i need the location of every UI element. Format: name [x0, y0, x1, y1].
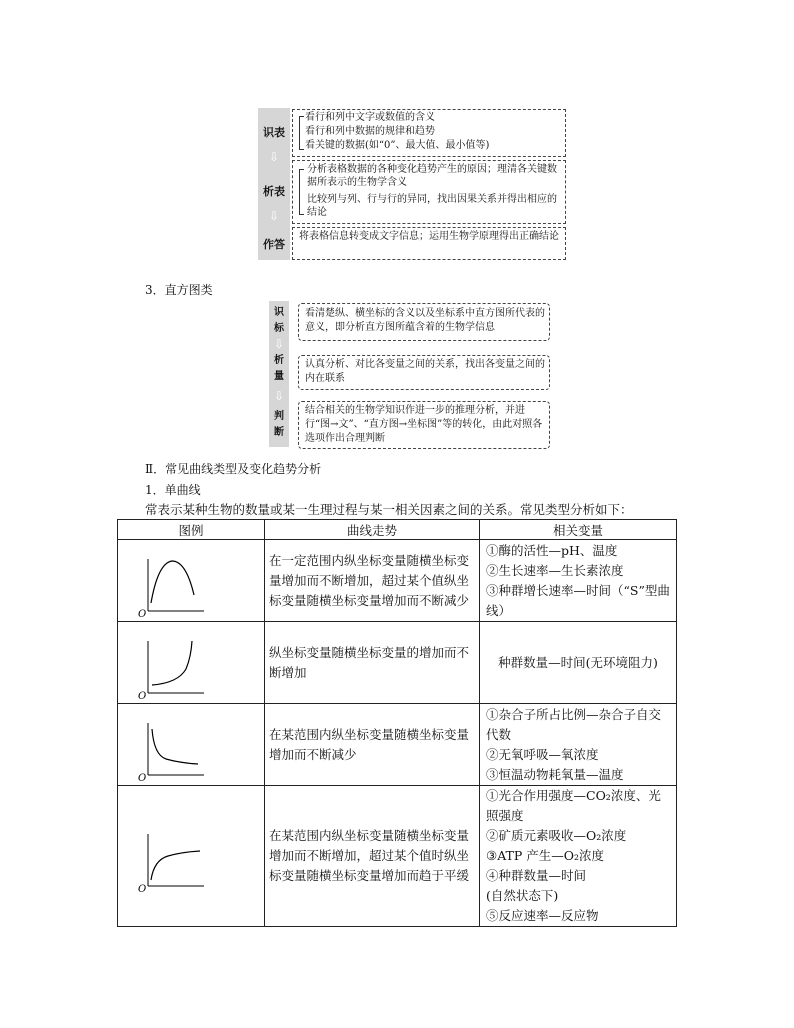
variable-item: ①杂合子所占比例—杂合子自交代数 — [486, 706, 662, 742]
table-row — [118, 704, 677, 786]
shibiao-line-2: 看行和列中数据的规律和趋势 — [305, 126, 435, 137]
step-xiliang — [270, 353, 288, 385]
subsection-1-heading: 1．单曲线 — [145, 483, 201, 497]
header-variables: 相关变量 — [480, 520, 677, 540]
header-legend: 图例 — [118, 520, 265, 540]
variables-cell — [480, 786, 677, 927]
table-row — [118, 622, 677, 704]
variable-item: (自然状态下) — [486, 888, 559, 903]
decay-curve — [152, 729, 198, 764]
hump-curve-graph — [138, 543, 208, 619]
curve-cell — [118, 540, 265, 622]
trend-cell: 纵坐标变量随横坐标变量的增加而不断增加 — [265, 622, 480, 704]
origin-label: O — [138, 608, 147, 619]
hump-curve — [151, 561, 194, 603]
variable-item: ①酶的活性—pH、温度 — [486, 542, 618, 558]
section-3-heading: 3．直方图类 — [145, 283, 213, 297]
xibiao-box — [292, 160, 566, 224]
down-arrow-icon: ⇩ — [273, 337, 285, 351]
shibiao-line-3: 看关键的数据(如“0”、最大值、最小值等) — [305, 140, 490, 151]
variable-item: ③恒温动物耗氧量—温度 — [486, 766, 624, 782]
xibiao-item-2: 比较列与列、行与行的异同，找出因果关系并得出相应的结论 — [307, 194, 557, 218]
shibiao-box — [298, 303, 550, 341]
curve-cell — [118, 704, 265, 786]
variables-cell — [480, 540, 677, 622]
step-xibiao: 析表 — [263, 185, 285, 198]
step-shibiao — [270, 305, 288, 337]
down-arrow-icon: ⇩ — [268, 150, 280, 164]
saturation-curve — [151, 851, 200, 880]
shibiao-line-1: 看行和列中文字或数值的含义 — [305, 112, 435, 123]
curve-types-table — [117, 519, 677, 927]
zuoda-box — [292, 227, 566, 260]
brace — [299, 116, 304, 150]
intro-text: 常表示某种生物的数量或某一生理过程与某一相关因素之间的关系。常见类型分析如下： — [145, 502, 633, 517]
panduan-box — [298, 401, 550, 449]
step-shibiao: 识表 — [263, 126, 285, 139]
box1-text: 看清楚纵、横坐标的含义以及坐标系中直方图所代表的意义，即分析直方图所蕴含着的生物学信息 — [305, 308, 545, 333]
variable-item: ②生长速率—生长素浓度 — [486, 562, 624, 578]
brace — [299, 169, 304, 215]
trend-cell: 在某范围内纵坐标变量随横坐标变量增加而不断增加，超过某个值时纵坐标变量随横坐标变量增加而趋于平缓 — [265, 786, 480, 927]
variable-item: ④种群数量—时间 — [486, 868, 587, 883]
curve-cell — [118, 622, 265, 704]
variable-item: ③种群增长速率—时间（“S”型曲线） — [486, 582, 670, 618]
down-arrow-icon: ⇩ — [273, 389, 285, 403]
decay-curve-graph — [138, 707, 208, 783]
exponential-curve-graph — [138, 625, 208, 701]
variable-item: ③ATP 产生—O₂浓度 — [486, 848, 605, 863]
xibiao-item-1: 分析表格数据的各种变化趋势产生的原因；理清各关键数据所表示的生物学含义 — [307, 164, 557, 188]
step-label: 判断 — [274, 411, 284, 438]
zuoda-text: 将表格信息转变成文字信息；运用生物学原理得出正确结论 — [299, 231, 559, 242]
variables-cell — [480, 622, 677, 704]
variable-item: ①光合作用强度—CO₂浓度、光照强度 — [486, 788, 661, 823]
trend-cell: 在某范围内纵坐标变量随横坐标变量增加而不断减少 — [265, 704, 480, 786]
header-trend: 曲线走势 — [265, 520, 480, 540]
origin-label: O — [138, 772, 147, 783]
step-panduan — [270, 409, 288, 441]
variable-item: ⑤反应速率—反应物 — [486, 908, 599, 923]
variable-item: 种群数量—时间(无环境阻力) — [498, 654, 658, 670]
xiliang-box — [298, 355, 550, 390]
origin-label: O — [138, 884, 147, 894]
shibiao-box — [292, 109, 566, 157]
exponential-curve — [152, 641, 192, 685]
step-label: 识标 — [274, 307, 284, 334]
variable-item: ②矿质元素吸收—O₂浓度 — [486, 828, 627, 843]
curve-cell — [118, 786, 265, 927]
variables-cell — [480, 704, 677, 786]
table-row — [118, 786, 677, 927]
table-header-row — [118, 520, 677, 540]
trend-cell: 在一定范围内纵坐标变量随横坐标变量增加而不断增加，超过某个值纵坐标变量随横坐标变量增加而不断减少 — [265, 540, 480, 622]
table-row — [118, 540, 677, 622]
box3-text: 结合相关的生物学知识作进一步的推理分析，并进行“图→文”、“直方图→坐标图”等的转化，由此对照各选项作出合理判断 — [305, 405, 543, 444]
box2-text: 认真分析、对比各变量之间的关系，找出各变量之间的内在联系 — [305, 359, 545, 384]
variable-item: ②无氧呼吸—氧浓度 — [486, 746, 599, 762]
down-arrow-icon: ⇩ — [268, 209, 280, 223]
step-zuoda: 作答 — [263, 238, 285, 251]
section-II-heading: Ⅱ．常见曲线类型及变化趋势分析 — [145, 462, 322, 476]
origin-label: O — [138, 690, 147, 701]
step-label: 析量 — [274, 355, 284, 382]
saturation-curve-graph — [138, 818, 208, 894]
